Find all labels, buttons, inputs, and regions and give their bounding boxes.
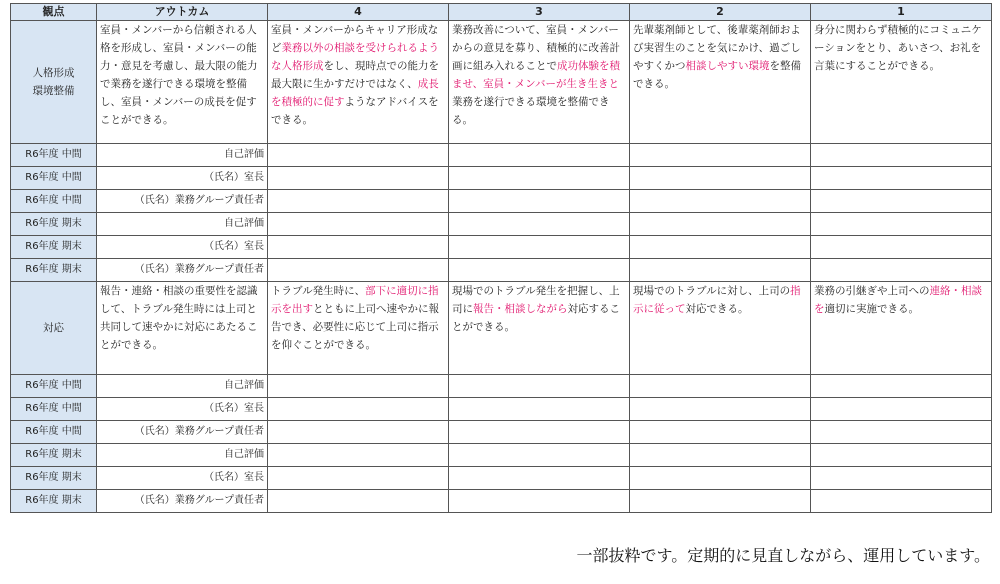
section-row [11,282,992,375]
period-cell: R6年度 中間 [11,144,97,167]
score-cell-level-1[interactable] [811,213,992,236]
period-cell: R6年度 期末 [11,490,97,513]
evaluation-row [11,167,992,190]
criteria-text: 身分に関わらず積極的にコミュニケーションをとり、あいさつ、お礼を言葉にすることができる。 [814,24,982,72]
period-cell: R6年度 期末 [11,259,97,282]
score-cell-level-3[interactable] [449,236,630,259]
score-cell-level-4[interactable] [268,490,449,513]
evaluator-cell: （氏名）室長 [97,236,268,259]
criteria-text: ようなアドバイスをできる。 [271,96,439,126]
evaluation-row [11,421,992,444]
score-cell-level-4[interactable] [268,190,449,213]
evaluator-cell: 自己評価 [97,444,268,467]
score-cell-level-1[interactable] [811,144,992,167]
evaluator-cell: 自己評価 [97,213,268,236]
criteria-text: 業務改善について、室員・メンバーからの意見を募り、積極的に改善計画に組み入れることで [452,24,620,72]
score-cell-level-4[interactable] [268,398,449,421]
outcome-cell: 室員・メンバーから信頼される人格を形成し、室員・メンバーの能力・意見を考慮し、最大限の能力で業務を遂行できる環境を整備し、室員・メンバーの成長を促すことができる。 [97,21,268,144]
score-cell-level-3[interactable] [449,375,630,398]
score-cell-level-4[interactable] [268,213,449,236]
criteria-text: 適切に実施できる。 [824,303,919,315]
score-cell-level-4[interactable] [268,259,449,282]
score-cell-level-2[interactable] [630,144,811,167]
score-cell-level-4[interactable] [268,444,449,467]
level-3-criteria [449,282,630,375]
outcome-cell: 報告・連絡・相談の重要性を認識して、トラブル発生時には上司と共同して速やかに対応にあたることができる。 [97,282,268,375]
level-2-criteria [630,282,811,375]
evaluator-cell: （氏名）室長 [97,398,268,421]
level-1-criteria [811,21,992,144]
score-cell-level-2[interactable] [630,213,811,236]
evaluation-row [11,398,992,421]
score-cell-level-3[interactable] [449,167,630,190]
highlighted-text: 部下に適切に指示を出す [271,285,439,315]
evaluation-row [11,144,992,167]
score-cell-level-1[interactable] [811,167,992,190]
criteria-text: トラブル発生時に、 [271,285,366,297]
criteria-text: 現場でのトラブルに対し、上司の [633,285,791,297]
score-cell-level-2[interactable] [630,375,811,398]
score-cell-level-2[interactable] [630,398,811,421]
evaluation-row [11,467,992,490]
category-cell: 人格形成 環境整備 [11,21,97,144]
header-level-3: 3 [449,4,630,21]
evaluation-row [11,375,992,398]
evaluator-cell: （氏名）業務グループ責任者 [97,421,268,444]
score-cell-level-4[interactable] [268,236,449,259]
evaluation-row [11,444,992,467]
score-cell-level-4[interactable] [268,421,449,444]
category-cell: 対応 [11,282,97,375]
level-4-criteria [268,282,449,375]
score-cell-level-1[interactable] [811,236,992,259]
period-cell: R6年度 中間 [11,421,97,444]
criteria-text: 対応できる。 [685,303,749,315]
header-outcome: アウトカム [97,4,268,21]
criteria-text: 業務を遂行できる環境を整備できる。 [452,96,610,126]
header-level-1: 1 [811,4,992,21]
period-cell: R6年度 中間 [11,398,97,421]
level-2-criteria [630,21,811,144]
criteria-text: 現場でのトラブル発生を把握し、上司に [452,285,620,315]
evaluation-row [11,259,992,282]
score-cell-level-1[interactable] [811,375,992,398]
evaluation-rubric-table [10,3,992,513]
criteria-text: 業務の引継ぎや上司への [814,285,930,297]
level-4-criteria [268,21,449,144]
score-cell-level-3[interactable] [449,421,630,444]
score-cell-level-3[interactable] [449,490,630,513]
rubric-body [11,21,992,513]
evaluator-cell: （氏名）業務グループ責任者 [97,490,268,513]
score-cell-level-2[interactable] [630,259,811,282]
evaluation-row [11,213,992,236]
period-cell: R6年度 中間 [11,190,97,213]
score-cell-level-4[interactable] [268,144,449,167]
evaluator-cell: 自己評価 [97,375,268,398]
criteria-text: とともに上司へ速やかに報告でき、必要性に応じて上司に指示を仰ぐことができる。 [271,303,439,351]
period-cell: R6年度 期末 [11,444,97,467]
score-cell-level-4[interactable] [268,467,449,490]
period-cell: R6年度 中間 [11,167,97,190]
score-cell-level-3[interactable] [449,144,630,167]
score-cell-level-2[interactable] [630,167,811,190]
highlighted-text: 連絡・相談を [814,285,982,315]
highlighted-text: 成長を積極的に促す [271,78,439,108]
header-viewpoint: 観点 [11,4,97,21]
score-cell-level-3[interactable] [449,190,630,213]
evaluator-cell: （氏名）室長 [97,467,268,490]
highlighted-text: 業務以外の相談を受けられるような人格形成 [271,42,439,72]
evaluation-row [11,490,992,513]
criteria-text: を整備できる。 [633,60,801,90]
highlighted-text: 相談しやすい環境 [685,60,770,72]
period-cell: R6年度 中間 [11,375,97,398]
highlighted-text: 成功体験を積ませ、室員・メンバーが生き生きと [452,60,620,90]
evaluator-cell: （氏名）業務グループ責任者 [97,259,268,282]
header-level-4: 4 [268,4,449,21]
header-level-2: 2 [630,4,811,21]
evaluator-cell: （氏名）室長 [97,167,268,190]
score-cell-level-3[interactable] [449,444,630,467]
score-cell-level-2[interactable] [630,444,811,467]
level-3-criteria [449,21,630,144]
section-row [11,21,992,144]
evaluation-row [11,236,992,259]
header-row [11,4,992,21]
score-cell-level-1[interactable] [811,421,992,444]
footer-note: 一部抜粋です。定期的に見直しながら、運用しています。 [576,546,990,565]
score-cell-level-2[interactable] [630,190,811,213]
period-cell: R6年度 期末 [11,213,97,236]
score-cell-level-3[interactable] [449,467,630,490]
evaluator-cell: （氏名）業務グループ責任者 [97,190,268,213]
evaluator-cell: 自己評価 [97,144,268,167]
score-cell-level-4[interactable] [268,167,449,190]
score-cell-level-4[interactable] [268,375,449,398]
score-cell-level-2[interactable] [630,490,811,513]
score-cell-level-3[interactable] [449,398,630,421]
highlighted-text: 指示に従って [633,285,801,315]
score-cell-level-1[interactable] [811,467,992,490]
score-cell-level-2[interactable] [630,236,811,259]
score-cell-level-2[interactable] [630,421,811,444]
criteria-text: 先輩薬剤師として、後輩薬剤師および実習生のことを気にかけ、過ごしやすくかつ [633,24,801,72]
period-cell: R6年度 期末 [11,467,97,490]
score-cell-level-1[interactable] [811,444,992,467]
score-cell-level-3[interactable] [449,213,630,236]
criteria-text: 対応することができる。 [452,303,620,333]
score-cell-level-2[interactable] [630,467,811,490]
level-1-criteria [811,282,992,375]
evaluation-row [11,190,992,213]
highlighted-text: 報告・相談しながら [473,303,568,315]
criteria-text: をし、現時点での能力を最大限に生かすだけではなく、 [271,60,439,90]
period-cell: R6年度 期末 [11,236,97,259]
score-cell-level-3[interactable] [449,259,630,282]
criteria-text: 室員・メンバーからキャリア形成など [271,24,439,54]
score-cell-level-1[interactable] [811,190,992,213]
score-cell-level-1[interactable] [811,398,992,421]
score-cell-level-1[interactable] [811,490,992,513]
score-cell-level-1[interactable] [811,259,992,282]
